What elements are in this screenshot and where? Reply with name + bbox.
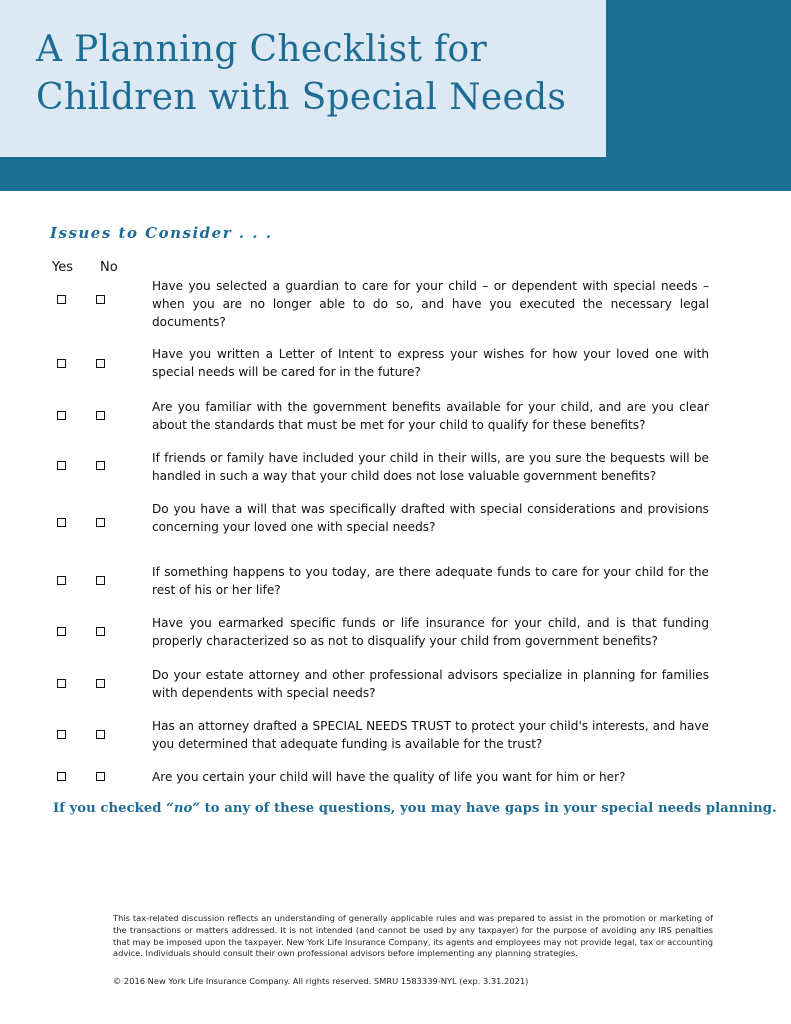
no-checkbox[interactable]: [96, 772, 105, 781]
summary-before: If you checked: [53, 801, 167, 816]
yes-checkbox[interactable]: [57, 461, 66, 470]
column-header-no: No: [100, 260, 118, 275]
yes-checkbox[interactable]: [57, 518, 66, 527]
title-line-2: Children with Special Needs: [36, 77, 567, 118]
yes-checkbox[interactable]: [57, 627, 66, 636]
copyright: © 2016 New York Life Insurance Company. All rights reserved. SMRU 1583339-NYL (exp. 3.31.2021): [113, 976, 529, 986]
no-checkbox[interactable]: [96, 518, 105, 527]
title-box: [0, 0, 606, 157]
summary-quoted: “no”: [166, 801, 200, 816]
section-heading: Issues to Consider . . .: [50, 224, 273, 242]
question-text: If friends or family have included your child in their wills, are you sure the bequests will be handled in such a way that your child does not lose valuable government benefits?: [152, 451, 709, 483]
question-text: Have you selected a guardian to care for your child – or dependent with special needs – when you are no longer able to do so, and have you executed the necessary legal documents?: [152, 279, 709, 329]
no-checkbox[interactable]: [96, 576, 105, 585]
yes-checkbox[interactable]: [57, 679, 66, 688]
page-title: [36, 26, 566, 122]
yes-checkbox[interactable]: [57, 359, 66, 368]
question-text: Do you have a will that was specifically drafted with special considerations and provisions concerning your loved one with special needs?: [152, 502, 709, 534]
disclaimer: This tax-related discussion reflects an understanding of generally applicable rules and was prepared to assist in the promotion or marketing of the transactions or matters addressed. It is not intended (and cannot be used by any taxpayer) for the purpose of avoiding any IRS penalties that may be imposed upon the taxpayer. New York Life Insurance Company, its agents and employees may not provide legal, tax or accounting advice. Individuals should consult their own professional advisors before implementing any planning strategies.: [113, 913, 713, 959]
yes-checkbox[interactable]: [57, 576, 66, 585]
yes-checkbox[interactable]: [57, 730, 66, 739]
question-text: Have you earmarked specific funds or life insurance for your child, and is that funding properly characterized so as not to disqualify your child from government benefits?: [152, 616, 709, 648]
question-text: Have you written a Letter of Intent to express your wishes for how your loved one with special needs will be cared for in the future?: [152, 347, 709, 379]
question-text: If something happens to you today, are there adequate funds to care for your child for the rest of his or her life?: [152, 565, 709, 597]
yes-checkbox[interactable]: [57, 772, 66, 781]
yes-checkbox[interactable]: [57, 295, 66, 304]
no-checkbox[interactable]: [96, 295, 105, 304]
title-line-1: A Planning Checklist for: [36, 29, 488, 70]
question-text: Has an attorney drafted a SPECIAL NEEDS TRUST to protect your child's interests, and have you determined that adequate funding is available for the trust?: [152, 719, 709, 751]
summary-note: [53, 801, 777, 816]
no-checkbox[interactable]: [96, 730, 105, 739]
no-checkbox[interactable]: [96, 359, 105, 368]
summary-after: to any of these questions, you may have gaps in your special needs planning.: [199, 801, 777, 816]
no-checkbox[interactable]: [96, 411, 105, 420]
question-text: Are you certain your child will have the quality of life you want for him or her?: [152, 770, 626, 784]
no-checkbox[interactable]: [96, 627, 105, 636]
column-header-yes: Yes: [52, 260, 73, 275]
no-checkbox[interactable]: [96, 679, 105, 688]
yes-checkbox[interactable]: [57, 411, 66, 420]
no-checkbox[interactable]: [96, 461, 105, 470]
question-text: Do your estate attorney and other professional advisors specialize in planning for families with dependents with special needs?: [152, 668, 709, 700]
question-text: Are you familiar with the government benefits available for your child, and are you clear about the standards that must be met for your child to qualify for these benefits?: [152, 400, 709, 432]
